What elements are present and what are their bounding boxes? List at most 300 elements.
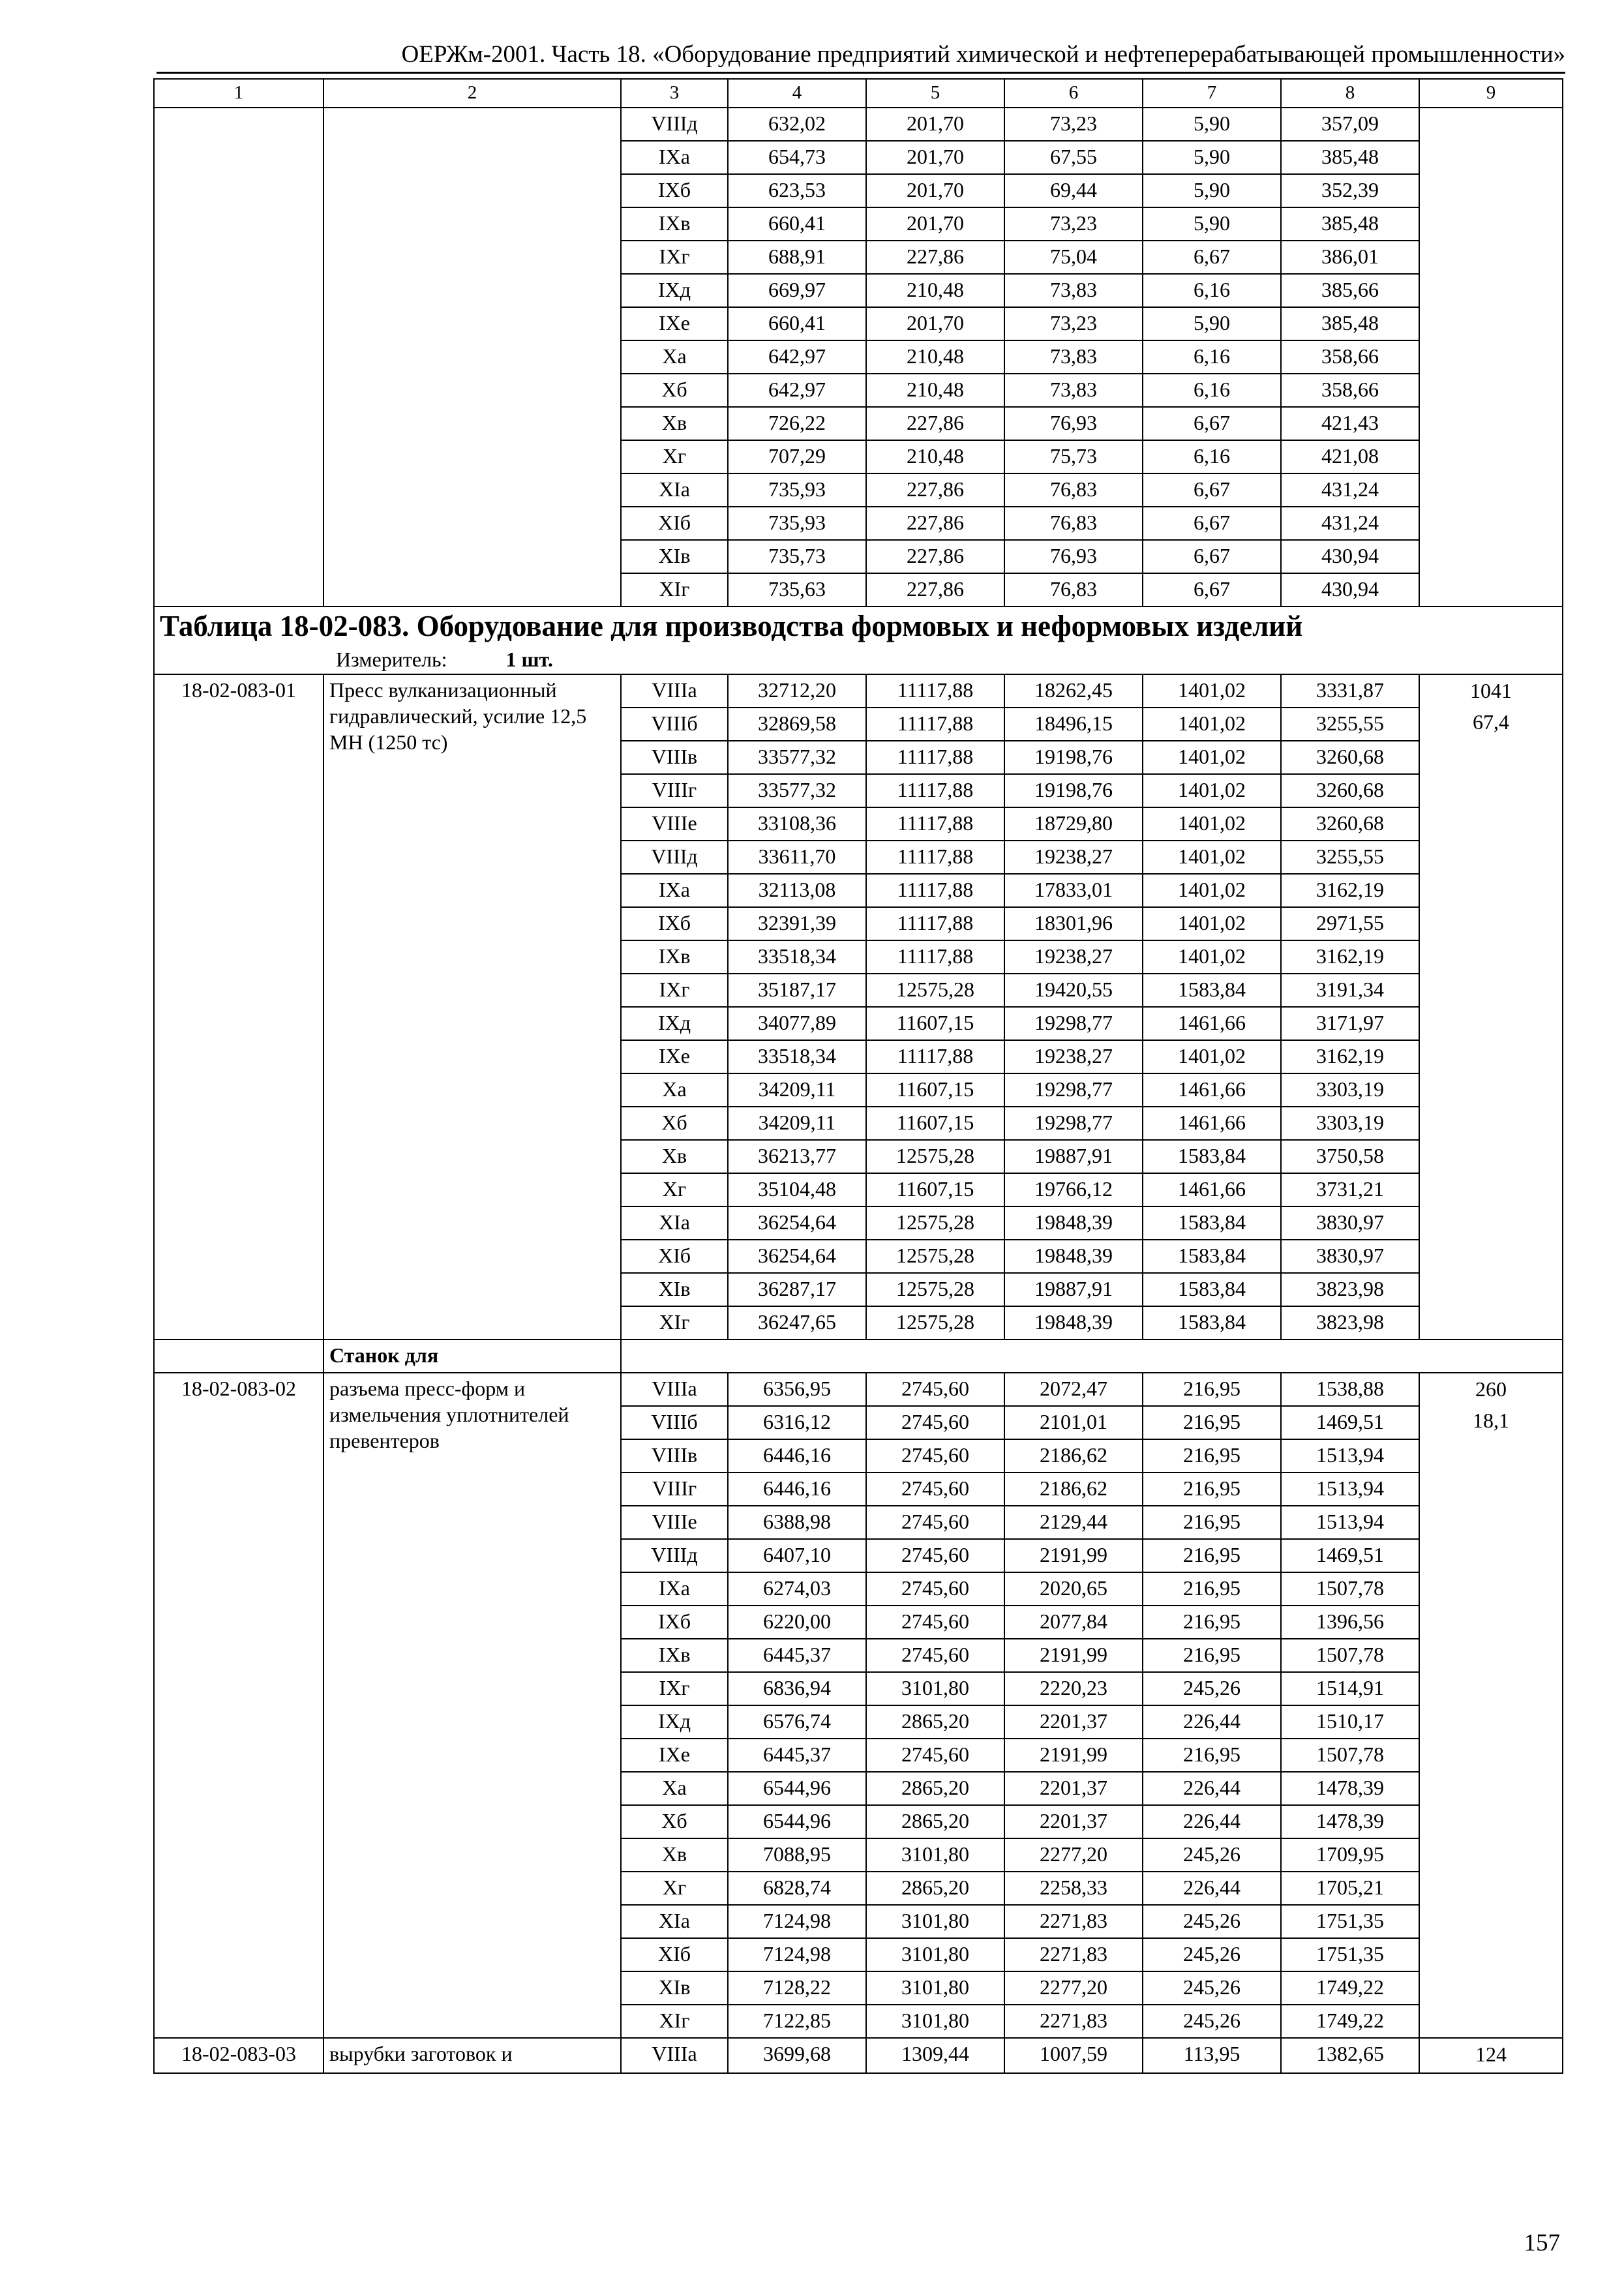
value-cell: 2072,47 bbox=[1004, 1373, 1143, 1406]
value-cell: 11607,15 bbox=[866, 1107, 1004, 1140]
value-cell: 19298,77 bbox=[1004, 1007, 1143, 1040]
value-cell: 660,41 bbox=[728, 207, 866, 241]
value-cell: 6576,74 bbox=[728, 1705, 866, 1739]
value-cell: 227,86 bbox=[866, 540, 1004, 573]
value-cell: 6446,16 bbox=[728, 1439, 866, 1473]
value-cell: 226,44 bbox=[1143, 1772, 1281, 1805]
zone-cell: XIв bbox=[621, 1273, 728, 1306]
zone-cell: XIб bbox=[621, 1938, 728, 1971]
zone-cell: VIIIд bbox=[621, 841, 728, 874]
item-mass-value: 124 bbox=[1475, 2042, 1507, 2066]
value-cell: 19238,27 bbox=[1004, 841, 1143, 874]
zone-cell: Xб bbox=[621, 1107, 728, 1140]
value-cell: 18301,96 bbox=[1004, 907, 1143, 940]
value-cell: 2101,01 bbox=[1004, 1406, 1143, 1439]
item-name: Пресс вулканизационный гидравлический, усилие 12,5 МН (1250 тс) bbox=[323, 674, 621, 1339]
value-cell: 1382,65 bbox=[1281, 2038, 1419, 2073]
value-cell: 1401,02 bbox=[1143, 874, 1281, 907]
value-cell: 6828,74 bbox=[728, 1872, 866, 1905]
value-cell: 6,67 bbox=[1143, 241, 1281, 274]
zone-cell: IXе bbox=[621, 307, 728, 340]
value-cell: 2865,20 bbox=[866, 1772, 1004, 1805]
value-cell: 3171,97 bbox=[1281, 1007, 1419, 1040]
value-cell: 385,48 bbox=[1281, 207, 1419, 241]
value-cell: 623,53 bbox=[728, 174, 866, 207]
value-cell: 227,86 bbox=[866, 473, 1004, 507]
value-cell: 7128,22 bbox=[728, 1971, 866, 2005]
value-cell: 12575,28 bbox=[866, 1273, 1004, 1306]
value-cell: 6836,94 bbox=[728, 1672, 866, 1705]
value-cell: 3191,34 bbox=[1281, 974, 1419, 1007]
value-cell: 5,90 bbox=[1143, 108, 1281, 141]
value-cell: 18262,45 bbox=[1004, 674, 1143, 708]
value-cell: 11117,88 bbox=[866, 1040, 1004, 1073]
value-cell: 216,95 bbox=[1143, 1406, 1281, 1439]
value-cell: 5,90 bbox=[1143, 207, 1281, 241]
value-cell: 3255,55 bbox=[1281, 841, 1419, 874]
value-cell: 11117,88 bbox=[866, 940, 1004, 974]
value-cell: 1749,22 bbox=[1281, 2005, 1419, 2038]
column-number: 1 bbox=[154, 79, 323, 108]
value-cell: 6,16 bbox=[1143, 340, 1281, 374]
value-cell: 3260,68 bbox=[1281, 807, 1419, 841]
value-cell: 1751,35 bbox=[1281, 1938, 1419, 1971]
value-cell: 201,70 bbox=[866, 141, 1004, 174]
value-cell: 17833,01 bbox=[1004, 874, 1143, 907]
table-row bbox=[154, 108, 1563, 141]
value-cell: 386,01 bbox=[1281, 241, 1419, 274]
zone-cell: VIIIд bbox=[621, 108, 728, 141]
value-cell: 11607,15 bbox=[866, 1173, 1004, 1206]
item-mass-value: 18,1 bbox=[1473, 1409, 1509, 1432]
value-cell: 5,90 bbox=[1143, 307, 1281, 340]
value-cell: 1401,02 bbox=[1143, 807, 1281, 841]
value-cell: 3101,80 bbox=[866, 1838, 1004, 1872]
value-cell: 3255,55 bbox=[1281, 708, 1419, 741]
value-cell: 32712,20 bbox=[728, 674, 866, 708]
item-mass-cell bbox=[1419, 1373, 1563, 2038]
group-heading-row bbox=[154, 1339, 1563, 1373]
value-cell: 210,48 bbox=[866, 340, 1004, 374]
zone-cell: IXг bbox=[621, 241, 728, 274]
value-cell: 1396,56 bbox=[1281, 1606, 1419, 1639]
value-cell: 226,44 bbox=[1143, 1705, 1281, 1739]
value-cell: 11117,88 bbox=[866, 741, 1004, 774]
value-cell: 2220,23 bbox=[1004, 1672, 1143, 1705]
column-number: 5 bbox=[866, 79, 1004, 108]
value-cell: 245,26 bbox=[1143, 1672, 1281, 1705]
value-cell: 227,86 bbox=[866, 241, 1004, 274]
value-cell: 1583,84 bbox=[1143, 974, 1281, 1007]
value-cell: 75,73 bbox=[1004, 440, 1143, 473]
value-cell: 735,93 bbox=[728, 473, 866, 507]
value-cell: 2745,60 bbox=[866, 1539, 1004, 1572]
value-cell: 2745,60 bbox=[866, 1506, 1004, 1539]
table-title: Таблица 18-02-083. Оборудование для производства формовых и неформовых изделий bbox=[160, 610, 1303, 642]
value-cell: 12575,28 bbox=[866, 974, 1004, 1007]
column-number: 8 bbox=[1281, 79, 1419, 108]
value-cell: 33518,34 bbox=[728, 940, 866, 974]
value-cell: 2745,60 bbox=[866, 1373, 1004, 1406]
item-code: 18-02-083-02 bbox=[154, 1373, 323, 2038]
value-cell: 6,67 bbox=[1143, 540, 1281, 573]
empty-cell bbox=[154, 1339, 323, 1373]
zone-cell: IXб bbox=[621, 174, 728, 207]
value-cell: 3750,58 bbox=[1281, 1140, 1419, 1173]
value-cell: 1401,02 bbox=[1143, 1040, 1281, 1073]
zone-cell: VIIIа bbox=[621, 1373, 728, 1406]
value-cell: 1513,94 bbox=[1281, 1473, 1419, 1506]
zone-cell: Xв bbox=[621, 1140, 728, 1173]
value-cell: 19238,27 bbox=[1004, 1040, 1143, 1073]
value-cell: 6,67 bbox=[1143, 507, 1281, 540]
value-cell: 660,41 bbox=[728, 307, 866, 340]
value-cell: 216,95 bbox=[1143, 1373, 1281, 1406]
value-cell: 36254,64 bbox=[728, 1240, 866, 1273]
zone-cell: IXд bbox=[621, 1007, 728, 1040]
value-cell: 36287,17 bbox=[728, 1273, 866, 1306]
value-cell: 2745,60 bbox=[866, 1406, 1004, 1439]
value-cell: 3699,68 bbox=[728, 2038, 866, 2073]
value-cell: 36213,77 bbox=[728, 1140, 866, 1173]
zone-cell: VIIIг bbox=[621, 1473, 728, 1506]
item-mass-cell bbox=[1419, 2038, 1563, 2073]
value-cell: 1583,84 bbox=[1143, 1240, 1281, 1273]
value-cell: 385,48 bbox=[1281, 141, 1419, 174]
column-number: 9 bbox=[1419, 79, 1563, 108]
measure-unit: 1 шт. bbox=[505, 648, 553, 671]
value-cell: 6445,37 bbox=[728, 1739, 866, 1772]
zone-cell: IXг bbox=[621, 974, 728, 1007]
value-cell: 431,24 bbox=[1281, 507, 1419, 540]
value-cell: 73,23 bbox=[1004, 307, 1143, 340]
zone-cell: IXв bbox=[621, 1639, 728, 1672]
value-cell: 33577,32 bbox=[728, 774, 866, 807]
value-cell: 18729,80 bbox=[1004, 807, 1143, 841]
value-cell: 19298,77 bbox=[1004, 1107, 1143, 1140]
value-cell: 2191,99 bbox=[1004, 1739, 1143, 1772]
value-cell: 1401,02 bbox=[1143, 940, 1281, 974]
value-cell: 34077,89 bbox=[728, 1007, 866, 1040]
column-number: 7 bbox=[1143, 79, 1281, 108]
value-cell: 2201,37 bbox=[1004, 1772, 1143, 1805]
value-cell: 2745,60 bbox=[866, 1606, 1004, 1639]
value-cell: 357,09 bbox=[1281, 108, 1419, 141]
value-cell: 7088,95 bbox=[728, 1838, 866, 1872]
item-mass-value: 1041 bbox=[1470, 679, 1512, 702]
zone-cell: Xг bbox=[621, 1872, 728, 1905]
zone-cell: Xв bbox=[621, 1838, 728, 1872]
value-cell: 210,48 bbox=[866, 374, 1004, 407]
value-cell: 1478,39 bbox=[1281, 1772, 1419, 1805]
value-cell: 245,26 bbox=[1143, 1971, 1281, 2005]
value-cell: 245,26 bbox=[1143, 1905, 1281, 1938]
value-cell: 19766,12 bbox=[1004, 1173, 1143, 1206]
value-cell: 6,16 bbox=[1143, 440, 1281, 473]
item-name: вырубки заготовок и bbox=[323, 2038, 621, 2073]
value-cell: 1461,66 bbox=[1143, 1007, 1281, 1040]
value-cell: 19198,76 bbox=[1004, 741, 1143, 774]
value-cell: 216,95 bbox=[1143, 1506, 1281, 1539]
value-cell: 6445,37 bbox=[728, 1639, 866, 1672]
value-cell: 735,93 bbox=[728, 507, 866, 540]
value-cell: 33611,70 bbox=[728, 841, 866, 874]
value-cell: 7124,98 bbox=[728, 1905, 866, 1938]
value-cell: 3830,97 bbox=[1281, 1240, 1419, 1273]
value-cell: 6,16 bbox=[1143, 274, 1281, 307]
zone-cell: Xа bbox=[621, 1073, 728, 1107]
value-cell: 3823,98 bbox=[1281, 1273, 1419, 1306]
value-cell: 6544,96 bbox=[728, 1805, 866, 1838]
value-cell: 6274,03 bbox=[728, 1572, 866, 1606]
value-cell: 358,66 bbox=[1281, 340, 1419, 374]
value-cell: 1461,66 bbox=[1143, 1173, 1281, 1206]
value-cell: 2191,99 bbox=[1004, 1539, 1143, 1572]
value-cell: 1513,94 bbox=[1281, 1439, 1419, 1473]
zone-cell: VIIIв bbox=[621, 741, 728, 774]
column-number: 3 bbox=[621, 79, 728, 108]
value-cell: 19848,39 bbox=[1004, 1206, 1143, 1240]
value-cell: 1751,35 bbox=[1281, 1905, 1419, 1938]
zone-cell: Xа bbox=[621, 340, 728, 374]
zone-cell: XIб bbox=[621, 1240, 728, 1273]
item-mass-value: 67,4 bbox=[1473, 710, 1509, 734]
value-cell: 76,93 bbox=[1004, 407, 1143, 440]
value-cell: 2971,55 bbox=[1281, 907, 1419, 940]
value-cell: 19848,39 bbox=[1004, 1306, 1143, 1339]
value-cell: 1507,78 bbox=[1281, 1739, 1419, 1772]
value-cell: 67,55 bbox=[1004, 141, 1143, 174]
value-cell: 227,86 bbox=[866, 507, 1004, 540]
value-cell: 1401,02 bbox=[1143, 841, 1281, 874]
value-cell: 3331,87 bbox=[1281, 674, 1419, 708]
value-cell: 19887,91 bbox=[1004, 1273, 1143, 1306]
value-cell: 2129,44 bbox=[1004, 1506, 1143, 1539]
value-cell: 3162,19 bbox=[1281, 874, 1419, 907]
zone-cell: XIа bbox=[621, 1905, 728, 1938]
item-name bbox=[323, 108, 621, 606]
value-cell: 216,95 bbox=[1143, 1639, 1281, 1672]
zone-cell: VIIIд bbox=[621, 1539, 728, 1572]
value-cell: 6316,12 bbox=[728, 1406, 866, 1439]
table-title-row bbox=[154, 606, 1563, 674]
table-row bbox=[154, 674, 1563, 708]
value-cell: 6446,16 bbox=[728, 1473, 866, 1506]
value-cell: 735,73 bbox=[728, 540, 866, 573]
value-cell: 210,48 bbox=[866, 440, 1004, 473]
group-heading: Станок для bbox=[323, 1339, 621, 1373]
value-cell: 1461,66 bbox=[1143, 1107, 1281, 1140]
value-cell: 1401,02 bbox=[1143, 774, 1281, 807]
value-cell: 1583,84 bbox=[1143, 1140, 1281, 1173]
value-cell: 3260,68 bbox=[1281, 774, 1419, 807]
value-cell: 201,70 bbox=[866, 108, 1004, 141]
value-cell: 34209,11 bbox=[728, 1073, 866, 1107]
value-cell: 1469,51 bbox=[1281, 1539, 1419, 1572]
value-cell: 2271,83 bbox=[1004, 1938, 1143, 1971]
zone-cell: Xг bbox=[621, 1173, 728, 1206]
value-cell: 73,23 bbox=[1004, 207, 1143, 241]
value-cell: 2277,20 bbox=[1004, 1971, 1143, 2005]
value-cell: 226,44 bbox=[1143, 1872, 1281, 1905]
value-cell: 210,48 bbox=[866, 274, 1004, 307]
value-cell: 421,08 bbox=[1281, 440, 1419, 473]
zone-cell: IXг bbox=[621, 1672, 728, 1705]
value-cell: 6,16 bbox=[1143, 374, 1281, 407]
value-cell: 3823,98 bbox=[1281, 1306, 1419, 1339]
value-cell: 19420,55 bbox=[1004, 974, 1143, 1007]
value-cell: 3303,19 bbox=[1281, 1073, 1419, 1107]
value-cell: 12575,28 bbox=[866, 1306, 1004, 1339]
value-cell: 11607,15 bbox=[866, 1007, 1004, 1040]
value-cell: 33518,34 bbox=[728, 1040, 866, 1073]
zone-cell: IXе bbox=[621, 1739, 728, 1772]
value-cell: 2020,65 bbox=[1004, 1572, 1143, 1606]
value-cell: 431,24 bbox=[1281, 473, 1419, 507]
value-cell: 5,90 bbox=[1143, 141, 1281, 174]
value-cell: 352,39 bbox=[1281, 174, 1419, 207]
value-cell: 642,97 bbox=[728, 374, 866, 407]
value-cell: 6407,10 bbox=[728, 1539, 866, 1572]
value-cell: 227,86 bbox=[866, 407, 1004, 440]
value-cell: 226,44 bbox=[1143, 1805, 1281, 1838]
value-cell: 1749,22 bbox=[1281, 1971, 1419, 2005]
value-cell: 2745,60 bbox=[866, 1739, 1004, 1772]
value-cell: 11117,88 bbox=[866, 674, 1004, 708]
value-cell: 6356,95 bbox=[728, 1373, 866, 1406]
value-cell: 2271,83 bbox=[1004, 1905, 1143, 1938]
zone-cell: XIв bbox=[621, 540, 728, 573]
value-cell: 642,97 bbox=[728, 340, 866, 374]
column-number: 6 bbox=[1004, 79, 1143, 108]
item-mass-cell bbox=[1419, 108, 1563, 606]
zone-cell: IXб bbox=[621, 1606, 728, 1639]
value-cell: 19198,76 bbox=[1004, 774, 1143, 807]
value-cell: 73,83 bbox=[1004, 274, 1143, 307]
value-cell: 2258,33 bbox=[1004, 1872, 1143, 1905]
value-cell: 1709,95 bbox=[1281, 1838, 1419, 1872]
value-cell: 2077,84 bbox=[1004, 1606, 1143, 1639]
value-cell: 216,95 bbox=[1143, 1572, 1281, 1606]
value-cell: 12575,28 bbox=[866, 1140, 1004, 1173]
value-cell: 11607,15 bbox=[866, 1073, 1004, 1107]
value-cell: 76,93 bbox=[1004, 540, 1143, 573]
value-cell: 1469,51 bbox=[1281, 1406, 1419, 1439]
value-cell: 35187,17 bbox=[728, 974, 866, 1007]
value-cell: 76,83 bbox=[1004, 473, 1143, 507]
value-cell: 707,29 bbox=[728, 440, 866, 473]
value-cell: 1510,17 bbox=[1281, 1705, 1419, 1739]
value-cell: 216,95 bbox=[1143, 1539, 1281, 1572]
zone-cell: XIб bbox=[621, 507, 728, 540]
value-cell: 76,83 bbox=[1004, 573, 1143, 606]
value-cell: 69,44 bbox=[1004, 174, 1143, 207]
value-cell: 201,70 bbox=[866, 174, 1004, 207]
value-cell: 2271,83 bbox=[1004, 2005, 1143, 2038]
value-cell: 7122,85 bbox=[728, 2005, 866, 2038]
table-body bbox=[154, 79, 1563, 2073]
value-cell: 3260,68 bbox=[1281, 741, 1419, 774]
value-cell: 3101,80 bbox=[866, 1971, 1004, 2005]
value-cell: 2186,62 bbox=[1004, 1473, 1143, 1506]
zone-cell: VIIIа bbox=[621, 674, 728, 708]
value-cell: 3162,19 bbox=[1281, 940, 1419, 974]
value-cell: 2277,20 bbox=[1004, 1838, 1143, 1872]
value-cell: 430,94 bbox=[1281, 540, 1419, 573]
value-cell: 113,95 bbox=[1143, 2038, 1281, 2073]
value-cell: 216,95 bbox=[1143, 1606, 1281, 1639]
value-cell: 73,23 bbox=[1004, 108, 1143, 141]
value-cell: 18496,15 bbox=[1004, 708, 1143, 741]
value-cell: 421,43 bbox=[1281, 407, 1419, 440]
item-name: разъема пресс-форм и измельчения уплотнителей превентеров bbox=[323, 1373, 621, 2038]
value-cell: 6220,00 bbox=[728, 1606, 866, 1639]
value-cell: 2745,60 bbox=[866, 1639, 1004, 1672]
value-cell: 3101,80 bbox=[866, 1672, 1004, 1705]
value-cell: 11117,88 bbox=[866, 708, 1004, 741]
value-cell: 3731,21 bbox=[1281, 1173, 1419, 1206]
value-cell: 654,73 bbox=[728, 141, 866, 174]
value-cell: 3101,80 bbox=[866, 1905, 1004, 1938]
value-cell: 2191,99 bbox=[1004, 1639, 1143, 1672]
value-cell: 2201,37 bbox=[1004, 1805, 1143, 1838]
value-cell: 6,67 bbox=[1143, 573, 1281, 606]
value-cell: 6,67 bbox=[1143, 473, 1281, 507]
value-cell: 2865,20 bbox=[866, 1872, 1004, 1905]
zone-cell: VIIIг bbox=[621, 774, 728, 807]
value-cell: 1507,78 bbox=[1281, 1639, 1419, 1672]
value-cell: 216,95 bbox=[1143, 1739, 1281, 1772]
zone-cell: XIа bbox=[621, 1206, 728, 1240]
value-cell: 11117,88 bbox=[866, 874, 1004, 907]
value-cell: 19238,27 bbox=[1004, 940, 1143, 974]
column-number: 2 bbox=[323, 79, 621, 108]
value-cell: 11117,88 bbox=[866, 774, 1004, 807]
measure-label: Измеритель: bbox=[336, 648, 447, 671]
value-cell: 7124,98 bbox=[728, 1938, 866, 1971]
table-row bbox=[154, 2038, 1563, 2073]
value-cell: 385,66 bbox=[1281, 274, 1419, 307]
value-cell: 2865,20 bbox=[866, 1705, 1004, 1739]
price-table bbox=[153, 78, 1563, 2074]
value-cell: 35104,48 bbox=[728, 1173, 866, 1206]
value-cell: 227,86 bbox=[866, 573, 1004, 606]
value-cell: 33577,32 bbox=[728, 741, 866, 774]
value-cell: 430,94 bbox=[1281, 573, 1419, 606]
zone-cell: Xг bbox=[621, 440, 728, 473]
zone-cell: IXд bbox=[621, 1705, 728, 1739]
value-cell: 12575,28 bbox=[866, 1240, 1004, 1273]
zone-cell: IXа bbox=[621, 874, 728, 907]
zone-cell: XIв bbox=[621, 1971, 728, 2005]
empty-cell bbox=[621, 1339, 1563, 1373]
value-cell: 33108,36 bbox=[728, 807, 866, 841]
value-cell: 6388,98 bbox=[728, 1506, 866, 1539]
zone-cell: XIа bbox=[621, 473, 728, 507]
zone-cell: XIг bbox=[621, 573, 728, 606]
zone-cell: VIIIб bbox=[621, 708, 728, 741]
value-cell: 726,22 bbox=[728, 407, 866, 440]
value-cell: 2865,20 bbox=[866, 1805, 1004, 1838]
value-cell: 1507,78 bbox=[1281, 1572, 1419, 1606]
value-cell: 216,95 bbox=[1143, 1473, 1281, 1506]
value-cell: 245,26 bbox=[1143, 2005, 1281, 2038]
item-code: 18-02-083-03 bbox=[154, 2038, 323, 2073]
value-cell: 3101,80 bbox=[866, 2005, 1004, 2038]
value-cell: 1538,88 bbox=[1281, 1373, 1419, 1406]
value-cell: 688,91 bbox=[728, 241, 866, 274]
value-cell: 75,04 bbox=[1004, 241, 1143, 274]
